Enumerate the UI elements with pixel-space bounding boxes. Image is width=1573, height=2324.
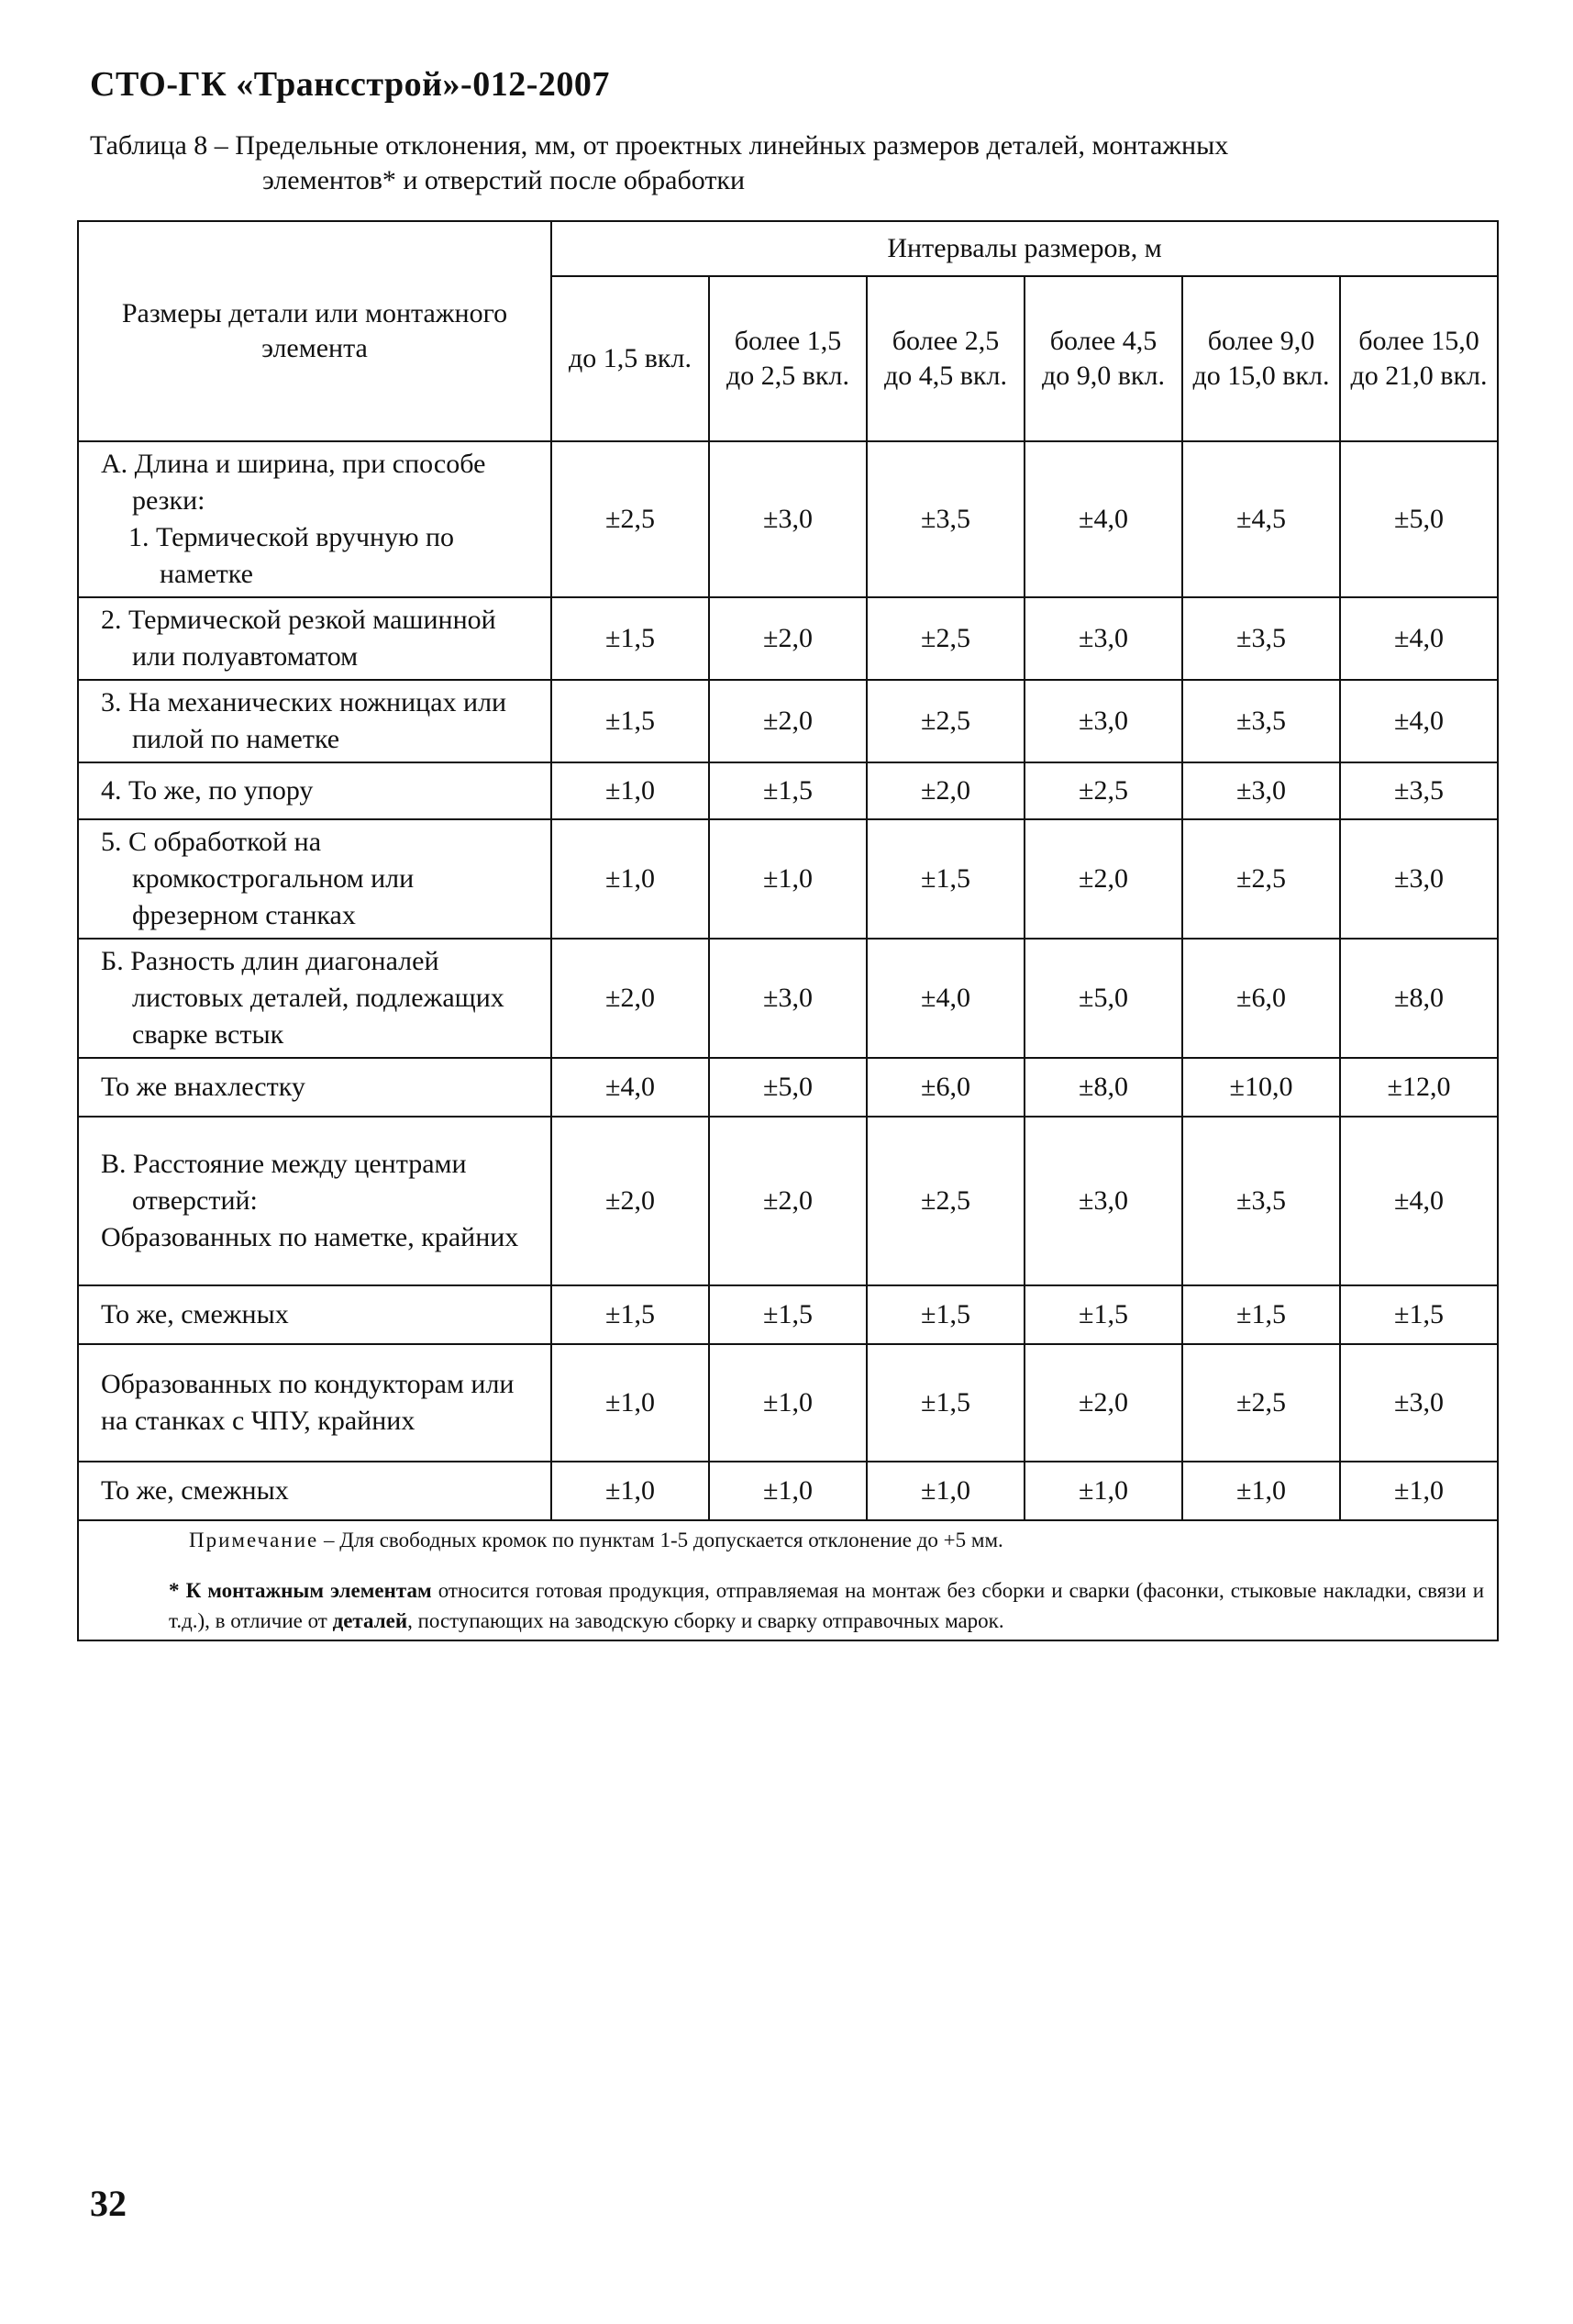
table-cell: ±5,0: [1340, 441, 1498, 597]
table-cell: ±4,0: [1025, 441, 1182, 597]
note-text: – Для свободных кромок по пунктам 1-5 допускается отклонение до +5 мм.: [323, 1529, 1003, 1551]
table-cell: ±2,5: [867, 597, 1025, 680]
table-cell: ±1,0: [551, 1462, 709, 1520]
table-row: [78, 1462, 1498, 1520]
column-header: более 2,5 до 4,5 вкл.: [867, 276, 1025, 441]
section-label: В. Расстояние между центрами отверстий:: [101, 1149, 467, 1216]
table-cell: ±1,5: [1340, 1285, 1498, 1344]
notes-row: [78, 1520, 1498, 1640]
table-note: [86, 1525, 1490, 1555]
column-header: до 1,5 вкл.: [551, 276, 709, 441]
table-cell: ±3,0: [709, 939, 867, 1058]
table-cell: ±8,0: [1025, 1058, 1182, 1117]
table-row: [78, 762, 1498, 819]
table-cell: ±1,0: [551, 1344, 709, 1462]
table-cell: ±2,0: [551, 1117, 709, 1285]
row-label: В. Расстояние между центрами отверстий: Образованных по наметке, крайних: [78, 1117, 551, 1285]
table-cell: ±3,5: [1182, 597, 1340, 680]
footnote-term-details: деталей: [332, 1609, 408, 1632]
table-cell: ±2,0: [1025, 819, 1182, 939]
table-cell: ±8,0: [1340, 939, 1498, 1058]
table-row: [78, 1117, 1498, 1285]
table-cell: ±1,0: [709, 1344, 867, 1462]
table-cell: ±1,0: [551, 819, 709, 939]
table-cell: ±1,0: [551, 762, 709, 819]
table-cell: ±1,0: [867, 1462, 1025, 1520]
table-cell: ±4,0: [1340, 680, 1498, 762]
table-cell: ±2,0: [551, 939, 709, 1058]
row-header-cell: Размеры детали или монтажного элемента: [78, 221, 551, 441]
table-cell: ±10,0: [1182, 1058, 1340, 1117]
document-header: СТО-ГК «Трансстрой»-012-2007: [90, 65, 610, 104]
table-caption: [90, 128, 1466, 198]
table-cell: ±12,0: [1340, 1058, 1498, 1117]
table-cell: ±3,0: [1340, 1344, 1498, 1462]
table-row: [78, 1285, 1498, 1344]
table-cell: ±3,0: [1182, 762, 1340, 819]
footnote-text-end: , поступающих на заводскую сборку и сварку отправочных марок.: [407, 1609, 1004, 1632]
footnote: [86, 1575, 1490, 1636]
table-cell: ±1,5: [551, 1285, 709, 1344]
row-label: 3. На механических ножницах или пилой по наметке: [78, 680, 551, 762]
table-row: [78, 680, 1498, 762]
footnote-mark: *: [169, 1579, 180, 1602]
section-label: А. Длина и ширина, при способе резки:: [101, 449, 486, 516]
table-cell: ±1,0: [1025, 1462, 1182, 1520]
table-cell: ±4,0: [1340, 597, 1498, 680]
table-cell: ±2,0: [709, 597, 867, 680]
row-label: То же внахлестку: [78, 1058, 551, 1117]
table-cell: ±3,0: [1025, 1117, 1182, 1285]
table-cell: ±3,0: [709, 441, 867, 597]
group-header-cell: Интервалы размеров, м: [551, 221, 1498, 276]
page-number: 32: [90, 2183, 127, 2224]
column-header: более 4,5 до 9,0 вкл.: [1025, 276, 1182, 441]
table-row: [78, 939, 1498, 1058]
table-cell: ±1,5: [867, 819, 1025, 939]
table-cell: ±1,0: [1340, 1462, 1498, 1520]
table-cell: ±2,5: [551, 441, 709, 597]
table-cell: ±2,5: [1182, 1344, 1340, 1462]
table-cell: ±3,0: [1340, 819, 1498, 939]
table-cell: ±1,5: [1182, 1285, 1340, 1344]
table-cell: ±1,5: [551, 597, 709, 680]
footnote-text: относится готовая продукция, отправляемая на монтаж без сборки и сварки (фасонки, стыковые накладки, связи и т.д.), в отличие от: [169, 1579, 1485, 1632]
table-cell: ±1,0: [709, 1462, 867, 1520]
table-cell: ±2,0: [709, 680, 867, 762]
table-cell: ±2,5: [1025, 762, 1182, 819]
table-row: [78, 1058, 1498, 1117]
row-label: То же, смежных: [78, 1462, 551, 1520]
row-label: 2. Термической резкой машинной или полуавтоматом: [78, 597, 551, 680]
table-cell: ±2,0: [709, 1117, 867, 1285]
table-cell: ±1,5: [1025, 1285, 1182, 1344]
table-cell: ±4,0: [867, 939, 1025, 1058]
table-cell: ±1,0: [1182, 1462, 1340, 1520]
table-cell: ±1,5: [867, 1285, 1025, 1344]
column-header: более 15,0 до 21,0 вкл.: [1340, 276, 1498, 441]
row-label: То же, смежных: [78, 1285, 551, 1344]
table-cell: ±2,5: [1182, 819, 1340, 939]
row-label: Б. Разность длин диагоналей листовых деталей, подлежащих сварке встык: [78, 939, 551, 1058]
table-cell: ±1,5: [867, 1344, 1025, 1462]
table-cell: ±2,0: [867, 762, 1025, 819]
note-label: Примечание: [189, 1529, 319, 1551]
table-cell: ±3,0: [1025, 597, 1182, 680]
table-cell: ±2,5: [867, 1117, 1025, 1285]
table-cell: ±6,0: [867, 1058, 1025, 1117]
table-cell: ±1,0: [709, 819, 867, 939]
caption-line-1: Таблица 8 – Предельные отклонения, мм, от проектных линейных размеров деталей, монтажных: [90, 130, 1229, 161]
column-header: более 9,0 до 15,0 вкл.: [1182, 276, 1340, 441]
table-cell: ±2,5: [867, 680, 1025, 762]
table-cell: ±2,0: [1025, 1344, 1182, 1462]
footnote-term: К монтажным элементам: [185, 1579, 432, 1602]
table-cell: ±5,0: [709, 1058, 867, 1117]
tolerance-table-container: [77, 220, 1497, 1641]
caption-line-2: элементов* и отверстий после обработки: [262, 165, 746, 195]
table-row: [78, 819, 1498, 939]
table-cell: ±4,0: [1340, 1117, 1498, 1285]
row-label: А. Длина и ширина, при способе резки: 1. Термической вручную по наметке: [78, 441, 551, 597]
table-cell: ±1,5: [709, 1285, 867, 1344]
table-cell: ±1,5: [709, 762, 867, 819]
table-row: [78, 597, 1498, 680]
table-cell: ±3,0: [1025, 680, 1182, 762]
table-cell: ±5,0: [1025, 939, 1182, 1058]
table-cell: ±4,5: [1182, 441, 1340, 597]
row-label: 4. То же, по упору: [78, 762, 551, 819]
notes-cell: [78, 1520, 1498, 1640]
table-row: [78, 441, 1498, 597]
table-cell: ±3,5: [1182, 680, 1340, 762]
table-cell: ±3,5: [1340, 762, 1498, 819]
tolerance-table: [77, 220, 1499, 1641]
table-cell: ±6,0: [1182, 939, 1340, 1058]
table-cell: ±4,0: [551, 1058, 709, 1117]
table-cell: ±1,5: [551, 680, 709, 762]
table-row: [78, 1344, 1498, 1462]
row-label: Образованных по кондукторам или на станках с ЧПУ, крайних: [78, 1344, 551, 1462]
row-label: 5. С обработкой на кромкострогальном или фрезерном станках: [78, 819, 551, 939]
column-header: более 1,5 до 2,5 вкл.: [709, 276, 867, 441]
table-cell: ±3,5: [867, 441, 1025, 597]
table-cell: ±3,5: [1182, 1117, 1340, 1285]
